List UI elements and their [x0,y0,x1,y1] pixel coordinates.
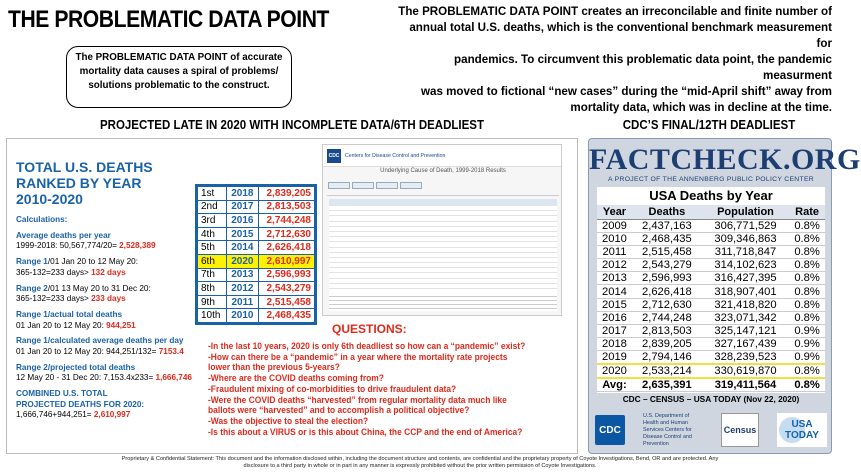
ranking-row [198,268,315,282]
range1-block [16,257,206,278]
range1-avg-block [16,336,206,357]
rank-cell: 9th [198,295,227,309]
question-line: lower than the previous 5-years? [208,362,340,373]
questions-list [208,341,574,437]
ranking-row [198,295,315,309]
cdc-grid-header-cell [443,199,500,205]
question-line: ballots were “harvested” and to accomplish a political objective? [208,405,470,416]
avg-prefix: 1999-2018: 50,567,774/20= [16,241,120,251]
rank-year-cell: 2010 [226,309,258,323]
cdc-grid-cell [500,227,557,231]
rank-year-cell: 2014 [226,241,258,255]
usa-row [597,298,825,311]
usa-cell: 2,794,146 [632,351,702,365]
range2-label: Range 2 [16,283,48,293]
cdc-grid-cell [500,248,557,252]
range2-projected-value: 1,666,746 [155,373,192,383]
cdc-tab[interactable] [400,182,422,189]
cdc-grid-cell [443,232,500,236]
usa-cell: 2016 [597,311,632,324]
usa-cell: 2,626,418 [632,285,702,298]
usa-cell: 2,813,503 [632,325,702,338]
usa-cell: 0.9% [789,351,825,365]
usa-cell: 0.8% [789,311,825,324]
rank-cell: 4th [198,227,227,241]
usa-deaths-table [597,187,825,393]
cdc-grid-cell [329,222,386,226]
rank-deaths-cell: 2,813,503 [258,200,314,214]
cdc-grid-cell [500,237,557,241]
usa-deaths-title: USA Deaths by Year [649,188,773,203]
usa-row [597,272,825,285]
usa-cell: 2,839,205 [632,338,702,351]
range1-avg-value: 7153.4 [158,346,184,356]
usa-cell: 0.8% [789,298,825,311]
cdc-grid-cell [500,268,557,272]
usa-avg-cell: Avg: [597,378,632,392]
usa-row [597,351,825,365]
usa-cell: 0.8% [789,219,825,232]
combined-label-1: COMBINED U.S. TOTAL [16,389,108,399]
cdc-grid-cell [329,268,386,272]
cdc-grid-cell [386,211,443,215]
range1-actual-label: Range 1/actual total deaths [16,309,123,319]
usa-cell: 318,907,401 [702,285,789,298]
cdc-grid-cell [443,206,500,210]
question-line: -Fraudulent mixing of co-morbidities to drive fraudulent data? [208,383,457,394]
usa-avg-cell: 319,411,564 [702,378,789,392]
cdc-grid-header-cell [329,199,386,205]
usa-row [597,259,825,272]
usa-cell: 306,771,529 [702,219,789,232]
cdc-grid-cell [500,211,557,215]
usa-cell: 2,543,279 [632,259,702,272]
cdc-grid-cell [329,232,386,236]
rank-deaths-cell: 2,515,458 [258,295,314,309]
ranking-row [198,309,315,323]
range1-actual-prefix: 01 Jan 20 to 12 May 20: [16,320,107,330]
left-section-heading: PROJECTED LATE IN 2020 WITH INCOMPLETE DATA/6TH DEADLIEST [99,118,485,132]
rank-year-cell: 2013 [226,268,258,282]
usa-cell: 2,437,163 [632,219,702,232]
cdc-grid-cell [386,268,443,272]
cdc-grid-cell [329,206,386,210]
range2-projected-prefix: 12 May 20 - 31 Dec 20: 7,153.4x233= [16,373,156,383]
usa-cell: 2,468,435 [632,232,702,245]
cdc-grid-cell [329,216,386,220]
cdc-grid-cell [443,268,500,272]
cdc-grid-cell [443,216,500,220]
ranking-row [198,187,315,201]
range2-prefix: 365-132=233 days> [16,294,92,304]
cdc-grid-cell [386,242,443,246]
factcheck-panel [588,138,861,454]
usa-cell: 314,102,623 [702,259,789,272]
usa-cell: 2012 [597,259,632,272]
cdc-grid-cell [386,216,443,220]
range2-block [16,284,206,305]
cdc-grid-cell [386,237,443,241]
census-logo: Census [721,413,759,447]
usa-cell: 2,712,630 [632,298,702,311]
cdc-grid-cell [443,258,500,262]
rank-deaths-cell: 2,468,435 [258,309,314,323]
usa-cell: 2011 [597,245,632,258]
usa-cell: 2,533,214 [632,364,702,378]
factcheck-subtitle: A PROJECT OF THE ANNENBERG PUBLIC POLICY CENTER [608,176,814,183]
cdc-grid-cell [443,248,500,252]
cdc-results-grid [329,199,557,294]
ranking-row [198,254,315,268]
question-line: -Was the objective to steal the election? [208,415,369,426]
ranking-row [198,214,315,228]
cdc-grid-header [329,199,557,206]
ranking-row [198,282,315,296]
cdc-grid-header-cell [500,199,557,205]
rank-cell: 5th [198,241,227,255]
usa-cell: 2019 [597,351,632,365]
rank-deaths-cell: 2,839,205 [258,187,314,201]
range1-actual-block [16,310,206,331]
ranking-title-line2: 2010-2020 [16,191,83,207]
usa-cell: 2015 [597,298,632,311]
avg-block [16,231,206,252]
usa-row [597,325,825,338]
rank-year-cell: 2016 [226,214,258,228]
cdc-grid-cell [386,232,443,236]
ranking-title-line1: TOTAL U.S. DEATHS RANKED BY YEAR [16,159,153,191]
rank-cell: 10th [198,309,227,323]
rank-deaths-cell: 2,744,248 [258,214,314,228]
page-title: THE PROBLEMATIC DATA POINT [8,6,329,33]
range1-value: 132 days [91,267,126,277]
usa-row [597,245,825,258]
ranking-table [195,184,317,325]
range1-actual-value: 944,251 [106,320,136,330]
cdc-grid-cell [386,258,443,262]
usa-cell: 2017 [597,325,632,338]
cdc-wonder-screenshot [322,144,562,316]
calculations-column [16,159,206,426]
cdc-grid-cell [500,273,557,277]
cdc-logo-icon: CDC [327,149,341,163]
cdc-grid-cell [329,258,386,262]
cdc-grid-cell [500,258,557,262]
usa-row [597,285,825,298]
usa-row [597,232,825,245]
source-logos [595,409,827,451]
cdc-footnotes [329,293,557,311]
cdc-grid-cell [443,222,500,226]
rank-deaths-cell: 2,712,630 [258,227,314,241]
usa-cell: 0.8% [789,232,825,245]
cdc-grid-cell [386,222,443,226]
rank-year-cell: 2011 [226,295,258,309]
usa-cell: 2020 [597,364,632,378]
usa-cell: 2,596,993 [632,272,702,285]
cdc-grid-cell [329,211,386,215]
cdc-grid-cell [443,279,500,283]
cdc-grid-cell [329,242,386,246]
rank-cell: 3rd [198,214,227,228]
usa-cell: 2010 [597,232,632,245]
cdc-grid-cell [500,263,557,267]
usa-cell: 0.9% [789,325,825,338]
calculations-label: Calculations: [16,215,68,224]
rank-deaths-cell: 2,626,418 [258,241,314,255]
rank-deaths-cell: 2,610,997 [258,254,314,268]
question-line: -Were the COVID deaths “harvested” from regular mortality data much like [208,394,507,405]
usa-column-header: Rate [789,205,825,219]
combined-value: 2,610,997 [93,410,131,420]
cdc-grid-cell [329,284,386,288]
cdc-grid-cell [386,253,443,257]
cdc-tabs [327,178,559,196]
usa-cell: 2013 [597,272,632,285]
usa-cell: 0.9% [789,338,825,351]
range2-value: 233 days [91,294,126,304]
question-line: -Is this about a VIRUS or is this about China, the CCP and the end of America? [208,426,523,437]
cdc-tab[interactable] [376,182,398,189]
avg-line [16,241,206,252]
usa-avg-row [597,378,825,392]
cdc-grid-cell [443,253,500,257]
usa-column-header: Year [597,205,632,219]
usa-row [597,311,825,324]
cdc-grid-cell [329,248,386,252]
cdc-grid-cell [443,211,500,215]
cdc-tab[interactable] [328,182,350,189]
cdc-grid-cell [329,237,386,241]
usa-cell: 330,619,870 [702,364,789,378]
rank-cell: 6th [198,254,227,268]
rank-deaths-cell: 2,596,993 [258,268,314,282]
callout-box: The PROBLEMATIC DATA POINT of accurate mortality data causes a spiral of problems/ solutions problematic to the construct. [66,46,292,108]
rank-year-cell: 2017 [226,200,258,214]
cdc-grid-header-cell [386,199,443,205]
combined-block [16,389,206,421]
usa-cell: 2014 [597,285,632,298]
usa-cell: 321,418,820 [702,298,789,311]
avg-value: 2,528,389 [119,241,156,251]
cdc-grid-cell [500,253,557,257]
usa-avg-cell: 2,635,391 [632,378,702,392]
cdc-grid-cell [500,284,557,288]
cdc-grid-cell [443,263,500,267]
cdc-logo: CDC [595,415,625,445]
usa-cell: 2009 [597,219,632,232]
rank-cell: 1st [198,187,227,201]
range1-label: Range 1 [16,257,48,267]
usa-source-line: CDC – CENSUS – USA TODAY (Nov 22, 2020) [622,394,800,404]
rank-deaths-cell: 2,543,279 [258,282,314,296]
usa-today-logo: USA TODAY [777,413,827,447]
rank-year-cell: 2015 [226,227,258,241]
cdc-grid-cell [386,263,443,267]
cdc-grid-cell [329,227,386,231]
cdc-grid-cell [386,248,443,252]
cdc-grid-cell [443,284,500,288]
cdc-grid-cell [443,237,500,241]
range1-prefix: 365-132=233 days> [16,267,92,277]
cdc-grid-cell [500,222,557,226]
usa-avg-cell: 0.8% [789,378,825,392]
usa-cell: 0.8% [789,272,825,285]
usa-cell: 328,239,523 [702,351,789,365]
ranking-row [198,200,315,214]
usa-cell: 311,718,847 [702,245,789,258]
rank-year-cell: 2018 [226,187,258,201]
usa-cell: 2,515,458 [632,245,702,258]
usa-cell: 325,147,121 [702,325,789,338]
cdc-grid-cell [329,263,386,267]
usa-row [597,338,825,351]
usa-column-header: Population [702,205,789,219]
cdc-grid-cell [329,273,386,277]
ranking-title [16,159,206,207]
usa-cell: 309,346,863 [702,232,789,245]
usa-cell: 0.8% [789,259,825,272]
cdc-grid-cell [329,253,386,257]
combined-prefix: 1,666,746+944,251= [16,410,94,420]
rank-cell: 2nd [198,200,227,214]
usa-cell: 316,427,395 [702,272,789,285]
question-line: -How can there be a “pandemic” in a year where the mortality rate projects [208,351,508,362]
usa-row [597,364,825,378]
cdc-header [323,145,561,167]
cdc-grid-cell [443,273,500,277]
cdc-grid-cell [386,273,443,277]
range1-avg-label: Range 1/calculated average deaths per day [16,336,184,346]
usa-cell: 323,071,342 [702,311,789,324]
factcheck-logo: FACTCHECK.ORG [589,143,861,176]
rank-cell: 7th [198,268,227,282]
rank-year-cell: 2012 [226,282,258,296]
combined-label-2: PROJECTED DEATHS FOR 2020: [16,399,145,409]
avg-label: Average deaths per year [16,230,111,240]
usa-cell: 327,167,439 [702,338,789,351]
questions-title: QUESTIONS: [332,322,407,336]
question-line: -In the last 10 years, 2020 is only 6th deadliest so how can a “pandemic” exist? [208,341,526,351]
cdc-grid-cell [386,279,443,283]
usa-cell: 0.8% [789,364,825,378]
cdc-grid-cell [386,227,443,231]
range2-projected-label: Range 2/projected total deaths [16,362,136,372]
cdc-agency-name: Centers for Disease Control and Prevention [345,152,446,159]
cdc-grid-cell [386,206,443,210]
cdc-grid-cell [500,216,557,220]
confidentiality-footer: Proprietary & Confidential Statement: This document and the information disclosed within, including the document structure and contents, are confidential and the proprietary property of Coyote Investigations, Bend, OR and are protected. Any disclosure to a third party in whole or in part in any manner is expressly prohibited without the prior written permission of Coyote Investigations. [121,456,719,469]
cdc-tab[interactable] [352,182,374,189]
ranking-row [198,227,315,241]
hhs-logo-text: U.S. Department of Health and Human Services Centers for Disease Control and Prevention [643,412,692,447]
cdc-results-title: Underlying Cause of Death, 1999-2018 Results [380,168,506,174]
rank-cell: 8th [198,282,227,296]
usa-cell: 0.8% [789,245,825,258]
cdc-grid-cell [329,279,386,283]
cdc-grid-cell [443,242,500,246]
ranking-row [198,241,315,255]
range2-dates: /01 13 May 20 to 31 Dec 20: [47,283,151,293]
range1-avg-prefix: 01 Jan 20 to 12 May 20: 944,251/132= [16,346,159,356]
cdc-grid-cell [500,206,557,210]
cdc-grid-cell [386,284,443,288]
cdc-grid-cell [443,227,500,231]
cdc-grid-cell [500,279,557,283]
usa-cell: 2018 [597,338,632,351]
cdc-grid-cell [500,242,557,246]
usa-row [597,219,825,232]
cdc-grid-cell [500,232,557,236]
range1-dates: /01 Jan 20 to 12 May 20: [47,257,138,267]
range2-projected-block [16,363,206,384]
rank-year-cell: 2020 [226,254,258,268]
usa-cell: 2,744,248 [632,311,702,324]
right-section-heading: CDC’S FINAL/12TH DEADLIEST [622,118,796,132]
intro-paragraph: The PROBLEMATIC DATA POINT creates an irreconcilable and finite number of annual total U.S. deaths, which is the conventional benchmark measurement for pandemics. To circumvent this problematic data point, the pandemic measurment was moved to fictional “new cases” during the “mid-April shift” away from mortality data, which was in decline at the time. [398,5,832,114]
usa-column-header: Deaths [632,205,702,219]
question-line: -Where are the COVID deaths coming from? [208,373,384,384]
usa-cell: 0.8% [789,285,825,298]
